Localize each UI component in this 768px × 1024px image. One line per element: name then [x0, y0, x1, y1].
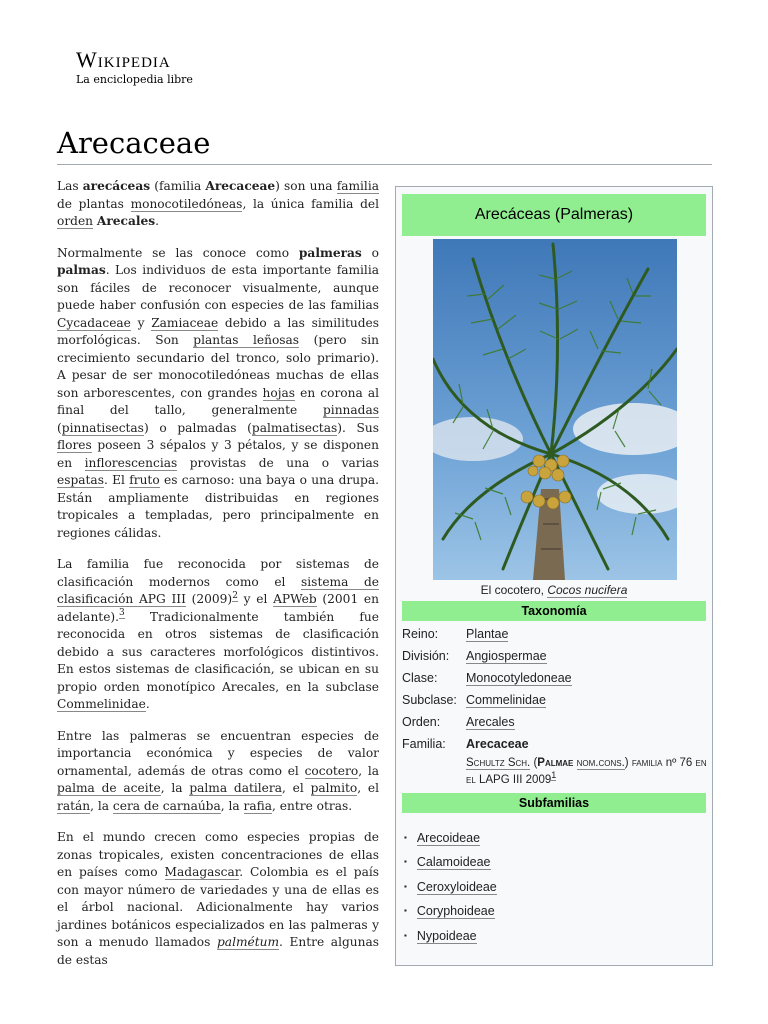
link-apweb[interactable]: APWeb [273, 592, 317, 606]
link-coryphoideae[interactable]: Coryphoideae [416, 904, 495, 919]
taxon-label: División: [402, 649, 450, 663]
subfamilies-list [404, 827, 704, 949]
taxobox [395, 186, 713, 966]
link-familia[interactable]: familia [336, 179, 379, 193]
paragraph-1: Las arecáceas (familia Arecaceae) son una familia de plantas monocotiledóneas, la única familia del orden Arecales. [57, 179, 379, 228]
link-commelinidae[interactable]: Commelinidae [57, 697, 146, 711]
link-flores[interactable]: flores [57, 438, 92, 452]
taxonomy-row-reino [402, 623, 708, 645]
taxon-label: Clase: [402, 671, 438, 685]
link-arecales[interactable]: Arecales [466, 715, 515, 729]
list-item [404, 827, 704, 851]
page-title: Arecaceae [57, 126, 211, 160]
link-monocotyledoneae[interactable]: Monocotyledoneae [466, 671, 572, 685]
link-angiospermae[interactable]: Angiospermae [466, 649, 547, 663]
article-body [57, 178, 379, 983]
link-rafia[interactable]: rafia [243, 798, 273, 813]
taxon-label: Subclase: [402, 693, 457, 707]
link-palmetum[interactable]: palmétum [217, 935, 280, 949]
paragraph-2: Normalmente se las conoce como palmeras o palmas. Los individuos de esta importante familia son fáciles de reconocer visualmente, aunque puede haber confusión con especies de las familias Cycadaceae y Zamiaceae debido a las similitudes morfológicas. Son plantas leñosas (pero sin crecimiento secundario del tronco, solo primario). A pesar de ser monocotiledóneas muchas de ellas son arborescentes, con grandes hojas en corona al final del tallo, generalmente pinnadas (pinnatisectas) o palmadas (palmatisectas). Sus flores poseen 3 sépalos y 3 pétalos, y se disponen en inflorescencias provistas de una o varias espatas. El fruto es carnoso: una baya o una drupa. Están ampliamente distribuidas en regiones tropicales a templadas, pero principalmente en regiones cálidas. [57, 245, 380, 540]
paragraph-4: Entre las palmeras se encuentran especies de importancia económica y especies de valor ornamental, además de otras como el cocotero, la palma de aceite, la palma datilera, el palmito, el ratán, la cera de carnaúba, la rafia, entre otras. [57, 728, 379, 813]
link-arecoideae[interactable]: Arecoideae [416, 831, 481, 845]
list-item [404, 925, 704, 949]
link-pinnatisectas[interactable]: pinnatisectas [61, 420, 144, 435]
link-commelinidae-taxon[interactable]: Commelinidae [466, 693, 546, 707]
link-orden[interactable]: orden [57, 214, 94, 228]
link-plantas-lenosas[interactable]: plantas leñosas [193, 333, 300, 347]
reference-3[interactable]: 3 [119, 608, 125, 619]
infobox-title: Arecáceas (Palmeras) [402, 194, 706, 236]
link-ratan[interactable]: ratán [57, 798, 91, 813]
reference-2[interactable]: 2 [232, 590, 238, 601]
link-pinnadas[interactable]: pinnadas [323, 403, 379, 417]
link-monocotiledoneas[interactable]: monocotiledóneas [130, 196, 243, 211]
wikipedia-tagline: La enciclopedia libre [76, 73, 193, 86]
title-divider [57, 164, 712, 165]
taxonomy-row-subclase [402, 689, 708, 711]
link-schultz-sch[interactable]: Schultz Sch. [466, 757, 531, 769]
taxonomy-header: Taxonomía [402, 601, 706, 621]
taxon-label: Familia: [402, 737, 446, 751]
link-fruto[interactable]: fruto [129, 473, 160, 487]
taxonomy-row-division [402, 645, 708, 667]
reference-1[interactable]: 1 [551, 770, 557, 781]
link-cycadaceae[interactable]: Cycadaceae [57, 315, 131, 330]
taxonomy-table [402, 623, 708, 789]
link-palma-datilera[interactable]: palma datilera [189, 781, 282, 795]
list-item [404, 851, 704, 875]
paragraph-5: En el mundo crecen como especies propias de zonas tropicales, existen concentraciones de ellas en países como Madagascar. Colombia es el país con mayor número de variedades y una de ellas es el árbol nacional. Adicionalmente hay varios jardines botánicos especializados en las palmeras y son a menudo llamados palmétum. Entre algunas de estas [57, 830, 379, 967]
taxonomy-row-clase [402, 667, 708, 689]
taxon-familia-value: Arecaceae [466, 737, 529, 751]
link-palmatisectas[interactable]: palmatisectas [251, 420, 338, 435]
link-plantae[interactable]: Plantae [466, 627, 509, 641]
link-espatas[interactable]: espatas [57, 473, 104, 487]
taxon-label: Orden: [402, 715, 441, 729]
wikipedia-wordmark: Wikipedia [76, 47, 171, 72]
subfamilies-header: Subfamilias [402, 793, 706, 813]
link-cera-de-carnauba[interactable]: cera de carnaúba [112, 798, 221, 813]
link-nom-cons[interactable]: nom.cons. [576, 757, 625, 769]
link-nypoideae[interactable]: Nypoideae [416, 928, 477, 943]
link-palma-de-aceite[interactable]: palma de aceite [57, 781, 161, 795]
wikipedia-logo[interactable] [76, 48, 193, 86]
link-cocotero[interactable]: cocotero [304, 763, 359, 778]
list-item [404, 876, 704, 900]
link-calamoideae[interactable]: Calamoideae [416, 855, 491, 870]
paragraph-3: La familia fue reconocida por sistemas de clasificación modernos como el sistema de clasificación APG III $(2009)^2$ y el APWeb (2001 en adelante).$^3$ Tradicionalmente también fue reconocida en otros sistemas de clasificación debido a sus caracteres morfológicos distintivos. En estos sistemas de clasificación, se ubican en su propio orden monotípico Arecales, en la subclase Commelinidae. [57, 557, 379, 711]
link-palmito[interactable]: palmito [310, 781, 358, 795]
link-hojas[interactable]: hojas [262, 385, 296, 400]
link-cocos-nucifera[interactable]: Cocos nucifera [547, 583, 628, 597]
link-madagascar[interactable]: Madagascar [164, 865, 240, 879]
taxonomy-row-orden [402, 711, 708, 733]
link-sistema-apg-iii[interactable]: sistema de clasificación APG III [57, 574, 379, 606]
coconut-palm-illustration [433, 239, 677, 580]
image-caption: El cocotero, Cocos nucifera [480, 583, 628, 597]
link-inflorescencias[interactable]: inflorescencias [84, 455, 178, 470]
taxon-authority: Schultz Sch. (Palmae nom.cons.) familia nº 76 en el LAPG III 2009$^1$ [466, 757, 707, 786]
link-zamiaceae[interactable]: Zamiaceae [151, 315, 219, 330]
link-ceroxyloideae[interactable]: Ceroxyloideae [416, 879, 497, 894]
coconut-palm-photo[interactable] [433, 239, 677, 580]
taxon-label: Reino: [402, 627, 439, 641]
list-item [404, 900, 704, 924]
taxonomy-row-familia [402, 733, 708, 755]
